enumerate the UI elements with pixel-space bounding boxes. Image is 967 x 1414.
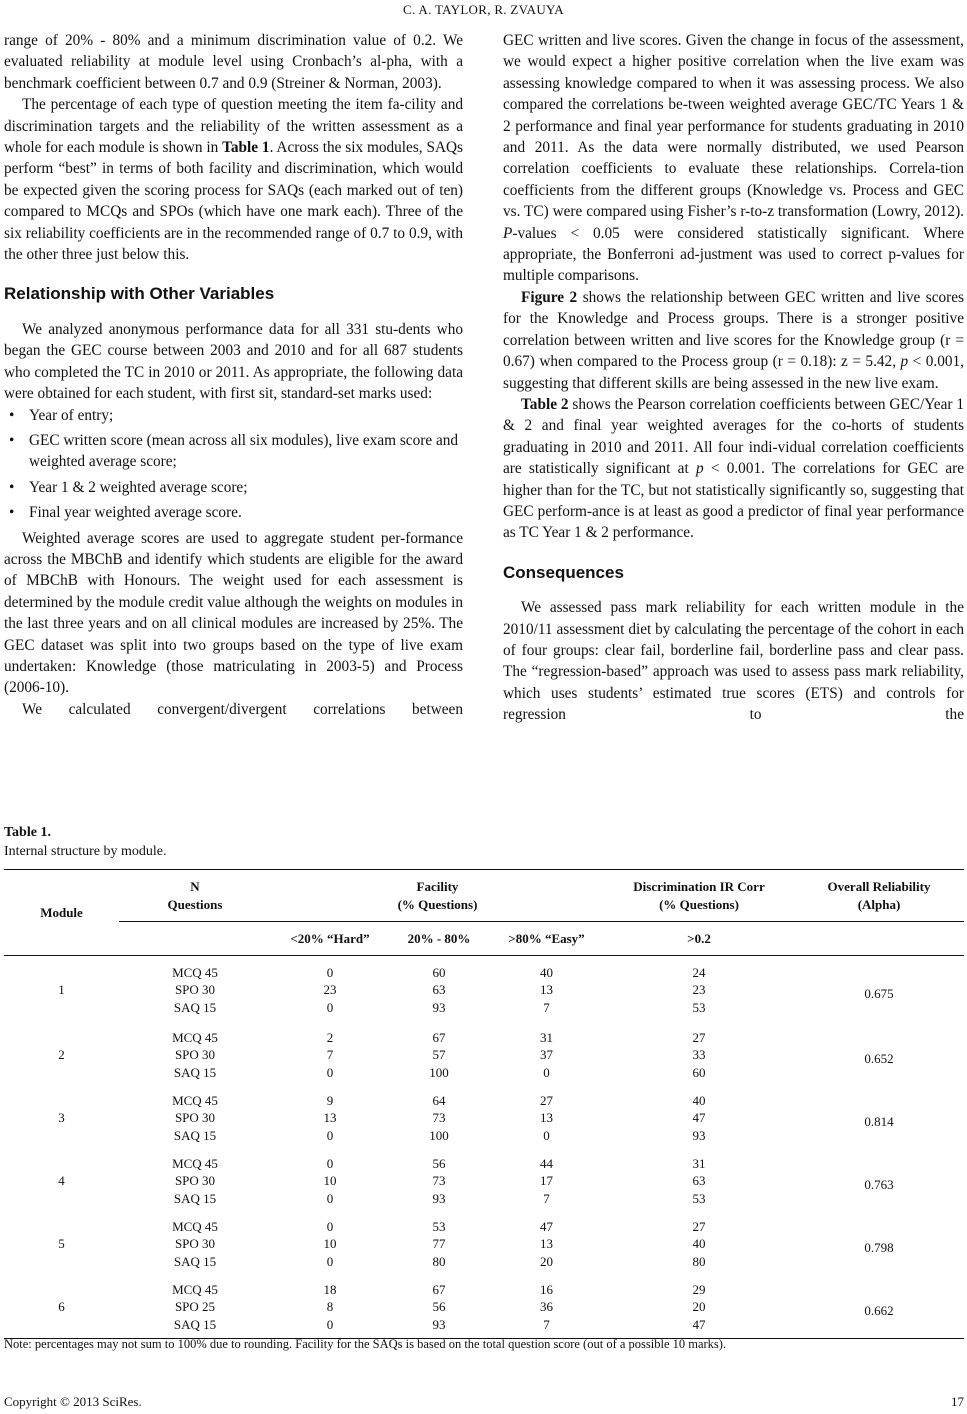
discrimination-cell: 27 40 80 — [692, 1218, 706, 1269]
mid-cell: 67 57 100 — [429, 1029, 449, 1080]
table-row — [4, 1150, 964, 1213]
paragraph: Weighted average scores are used to aggregate student per-formance across the MBChB and identify which students are eligible for the award of MBChB with Honours. The weight used for each assessment is determined by the module credit value although the weights on modules in the last three years and on all clinical modules are increased by 25%. The GEC dataset was split into two groups based on the type of live exam undertaken: Knowledge (those matriculating in 2003-5) and Process (2006-10). — [4, 529, 463, 697]
header-mid: 20% - 80% — [407, 930, 471, 946]
mid-cell: 67 56 93 — [432, 1281, 446, 1332]
running-header: C. A. TAYLOR, R. ZVAUYA — [403, 2, 564, 17]
easy-cell: 47 13 20 — [540, 1218, 553, 1269]
question-count-cell: MCQ 45 SPO 30 SAQ 15 — [172, 964, 218, 1015]
question-count-cell: MCQ 45 SPO 25 SAQ 15 — [172, 1281, 218, 1332]
mid-cell: 53 77 80 — [432, 1218, 446, 1269]
question-count-cell: MCQ 45 SPO 30 SAQ 15 — [172, 1029, 218, 1080]
reliability-cell: 0.814 — [864, 1114, 894, 1130]
question-count-cell: MCQ 45 SPO 30 SAQ 15 — [172, 1092, 218, 1143]
reliability-cell: 0.662 — [864, 1303, 894, 1318]
mid-cell: 56 73 93 — [432, 1155, 446, 1206]
discrimination-cell: 40 47 93 — [692, 1092, 706, 1143]
easy-cell: 44 17 7 — [540, 1155, 553, 1206]
table-row — [4, 1213, 964, 1276]
module-number: 5 — [58, 1236, 65, 1252]
header-n-questions: N Questions — [119, 870, 271, 922]
reliability-cell: 0.652 — [864, 1051, 894, 1067]
header-discrimination: Discrimination IR Corr (% Questions) — [604, 870, 794, 922]
header-module: Module — [4, 870, 119, 956]
paragraph: We analyzed anonymous performance data for all 331 stu-dents who began the GEC course between 2003 and 2010 and for all 687 students who completed the TC in 2010 or 2011. As appropriate, the following data were obtained for each student, with first sit, standard-set marks used: — [4, 320, 463, 403]
module-number: 4 — [58, 1173, 65, 1189]
module-number: 2 — [58, 1047, 65, 1063]
table-caption — [4, 823, 167, 861]
easy-cell: 31 37 0 — [540, 1029, 553, 1080]
page-footer — [4, 1394, 964, 1410]
question-count-cell: MCQ 45 SPO 30 SAQ 15 — [172, 1155, 218, 1206]
discrimination-cell: 31 63 53 — [692, 1155, 706, 1206]
question-count-cell: MCQ 45 SPO 30 SAQ 15 — [172, 1218, 218, 1269]
paragraph: Figure 2 shows the relationship between GEC written and live scores for the Knowledge and Process groups. There is a stronger positive correlation between written and live scores for the Knowledge group (r = 0.67) when compared to the Process group (r = 0.18): z = 5.42, p < 0.001, suggesting that different skills are being assessed in the new live exam. — [503, 288, 964, 392]
reliability-cell: 0.798 — [864, 1240, 894, 1256]
figure-reference: Figure 2 — [521, 288, 578, 306]
easy-cell: 40 13 7 — [540, 964, 553, 1015]
discrimination-cell: 29 20 47 — [692, 1281, 706, 1332]
paragraph: GEC written and live scores. Given the change in focus of the assessment, we would expect a higher positive correlation when the live exam was assessing knowledge compared to when it was assessing process. We also compared the correlations be-tween weighted average GEC/TC Years 1 & 2 performance and final year performance for students graduating in 2010 and 2011. As the data were normally distributed, we used Pearson correlation coefficients to evaluate these relationships. Correla-tion coefficients from the different groups (Knowledge vs. Process and GEC vs. TC) were compared using Fisher’s r-to-z transformation (Lowry, 2012). P-values < 0.05 were considered statistically significant. Where appropriate, the Bonferroni ad-justment was used to correct p-values for multiple comparisons. — [503, 32, 964, 285]
table-note: Note: percentages may not sum to 100% due to rounding. Facility for the SAQs is based on the total question score (out of a possible 10 marks). — [4, 1337, 727, 1351]
paragraph: The percentage of each type of question meeting the item fa-cility and discrimination targets and the reliability of the written assessment as a whole for each module is shown in Table 1. Across the six modules, SAQs perform “best” in terms of both facility and discrimination, which would be expected given the scoring process for SAQs (each marked out of ten) compared to MCQs and SPOs (which have one mark each). Three of the six reliability coefficients are in the recommended range of 0.7 to 0.9, with the other three just below this. — [4, 96, 464, 264]
header-disc-threshold: >0.2 — [687, 930, 711, 946]
list-item: • Year 1 & 2 weighted average score; — [29, 477, 463, 498]
left-column — [4, 30, 463, 720]
hard-cell: 2 7 0 — [326, 1029, 334, 1080]
hard-cell: 0 10 0 — [323, 1155, 337, 1206]
page-number: 17 — [951, 1394, 964, 1409]
list-item: • Final year weighted average score. — [29, 502, 463, 523]
header-facility: Facility (% Questions) — [271, 870, 604, 922]
header-easy: >80% “Easy” — [508, 930, 585, 946]
paragraph: Table 2 shows the Pearson correlation coefficients between GEC/Year 1 & 2 and final year weighted averages for the co-horts of students graduating in 2010 and 2011. All four indi-vidual correlation coefficients are statistically significant at p < 0.001. The correlations for GEC are higher than for the TC, but not statistically significantly so, suggesting that GEC perform-ance is at least as good a predictor of final year performance as TC Year 1 & 2 performance. — [503, 395, 964, 542]
paragraph: We assessed pass mark reliability for each written module in the 2010/11 assessment diet by calculating the percentage of the cohort in each of four groups: clear fail, borderline fail, borderline pass and clear pass. The “regression-based” approach was used to assess pass mark reliability, which uses students’ estimated true scores (ETS) and controls for regression to the — [503, 599, 964, 724]
discrimination-cell: 27 33 60 — [692, 1029, 706, 1080]
table-row — [4, 956, 964, 1024]
discrimination-cell: 24 23 53 — [692, 964, 706, 1015]
table-row — [4, 1087, 964, 1150]
copyright: Copyright © 2013 SciRes. — [4, 1394, 142, 1409]
table-row — [4, 1024, 964, 1087]
module-number: 1 — [58, 982, 65, 997]
table-reference: Table 1 — [222, 139, 270, 157]
paragraph: We calculated convergent/divergent correlations between — [22, 700, 463, 718]
header-reliability: Overall Reliability (Alpha) — [794, 870, 964, 922]
table-body — [4, 956, 964, 1339]
module-number: 3 — [58, 1110, 65, 1126]
mid-cell: 64 73 100 — [429, 1092, 449, 1143]
reliability-cell: 0.763 — [864, 1177, 894, 1193]
header-hard: <20% “Hard” — [290, 930, 370, 946]
section-heading: Relationship with Other Variables — [4, 284, 275, 304]
hard-cell: 9 13 0 — [323, 1092, 337, 1143]
right-column — [503, 30, 964, 726]
easy-cell: 27 13 0 — [540, 1092, 553, 1143]
table-reference: Table 2 — [521, 395, 569, 413]
table-row — [4, 1276, 964, 1339]
bullet-list — [4, 405, 463, 524]
list-item: • Year of entry; — [29, 405, 463, 426]
internal-structure-table — [4, 869, 964, 1339]
hard-cell: 0 23 0 — [323, 964, 337, 1015]
mid-cell: 60 63 93 — [432, 964, 446, 1015]
table-title: Internal structure by module. — [4, 844, 167, 859]
list-item: • GEC written score (mean across all six modules), live exam score and weighted average score; — [29, 430, 463, 473]
hard-cell: 0 10 0 — [323, 1218, 337, 1269]
easy-cell: 16 36 7 — [540, 1281, 553, 1332]
paragraph: range of 20% - 80% and a minimum discrimination value of 0.2. We evaluated reliability at module level using Cronbach’s al-pha, with a benchmark coefficient between 0.7 and 0.9 (Streiner & Norman, 2003). — [4, 32, 463, 92]
module-number: 6 — [58, 1299, 65, 1314]
table-label: Table 1. — [4, 825, 51, 840]
hard-cell: 18 8 0 — [323, 1281, 337, 1332]
section-heading: Consequences — [503, 562, 624, 582]
reliability-cell: 0.675 — [864, 986, 894, 1001]
